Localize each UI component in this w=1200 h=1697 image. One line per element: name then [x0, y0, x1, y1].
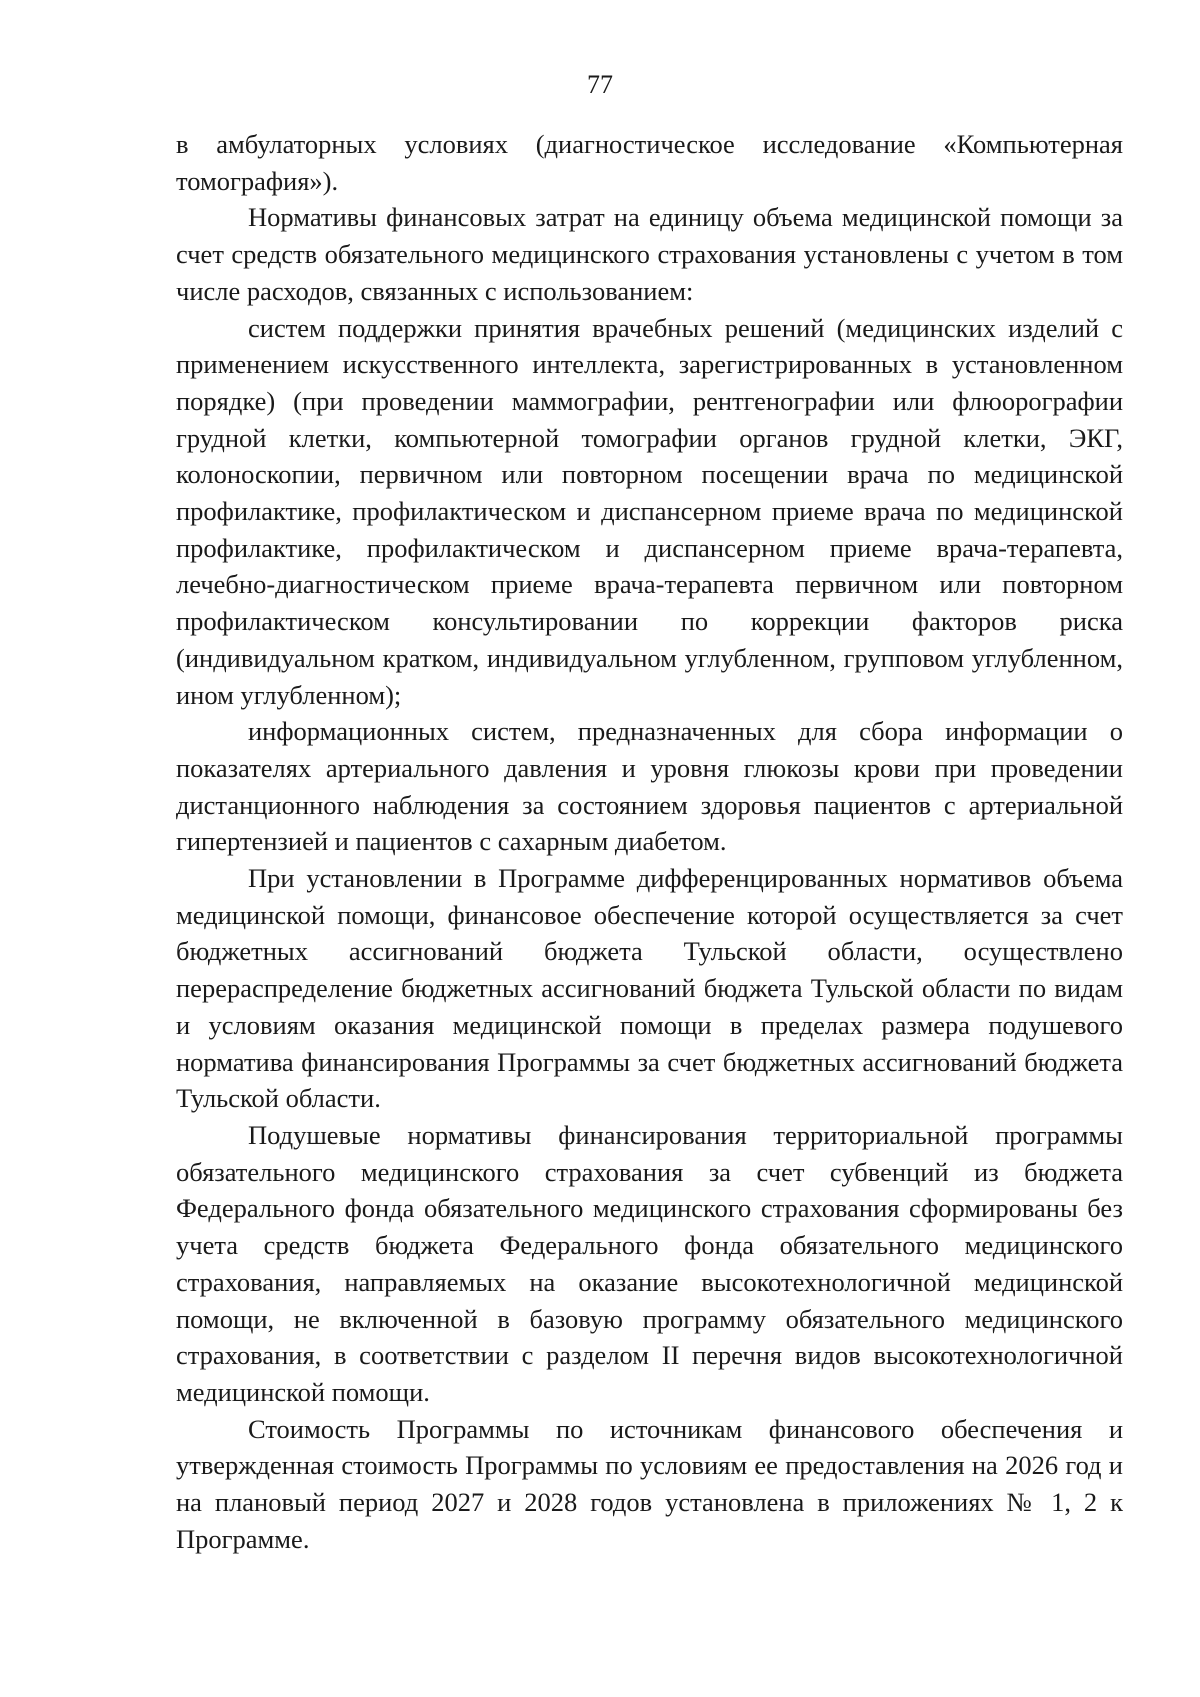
paragraph-program-cost: Стоимость Программы по источникам финансового обеспечения и утвержденная стоимость Программы по условиям ее предоставления на 2026 год и на плановый период 2027 и 2028 годов установлена в приложениях № 1, 2 к Программе. — [176, 1413, 1123, 1554]
paragraph-per-capita-standards: Подушевые нормативы финансирования территориальной программы обязательного медицинского страхования за счет субвенций из бюджета Федерального фонда обязательного медицинского страхования сформированы без учета средств бюджета Федерального фонда обязательного медицинского страхования, направляемых на оказание высокотехнологичной медицинской помощи, не включенной в базовую программу обязательного медицинского страхования, в соответствии с разделом II перечня видов высокотехнологичной медицинской помощи. — [176, 1119, 1123, 1407]
paragraph-continuation: в амбулаторных условиях (диагностическое исследование «Компьютерная томография»). — [176, 129, 1123, 196]
document-body — [176, 126, 1123, 1557]
paragraph-cost-standards: Нормативы финансовых затрат на единицу объема медицинской помощи за счет средств обязательного медицинского страхования установлены с учетом в том числе расходов, связанных с использованием: — [176, 202, 1123, 306]
page-number: 77 — [587, 70, 613, 99]
paragraph-information-systems: информационных систем, предназначенных для сбора информации о показателях артериального давления и уровня глюкозы крови при проведении дистанционного наблюдения за состоянием здоровья пациентов с артериальной гипертензией и пациентов с сахарным диабетом. — [176, 716, 1123, 857]
paragraph-differentiated-standards: При установлении в Программе дифференцированных нормативов объема медицинской помощи, финансовое обеспечение которой осуществляется за счет бюджетных ассигнований бюджета Тульской области, осуществлено перераспределение бюджетных ассигнований бюджета Тульской области по видам и условиям оказания медицинской помощи в пределах размера подушевого норматива финансирования Программы за счет бюджетных ассигнований бюджета Тульской области. — [176, 863, 1123, 1114]
paragraph-decision-support-systems: систем поддержки принятия врачебных решений (медицинских изделий с применением искусственного интеллекта, зарегистрированных в установленном порядке) (при проведении маммографии, рентгенографии или флюорографии грудной клетки, компьютерной томографии органов грудной клетки, ЭКГ, колоноскопии, первичном или повторном посещении врача по медицинской профилактике, профилактическом и диспансерном приеме врача по медицинской профилактике, профилактическом и диспансерном приеме врача-терапевта, лечебно-диагностическом приеме врача-терапевта первичном или повторном профилактическом консультировании по коррекции факторов риска (индивидуальном кратком, индивидуальном углубленном, групповом углубленном, ином углубленном); — [176, 312, 1123, 710]
